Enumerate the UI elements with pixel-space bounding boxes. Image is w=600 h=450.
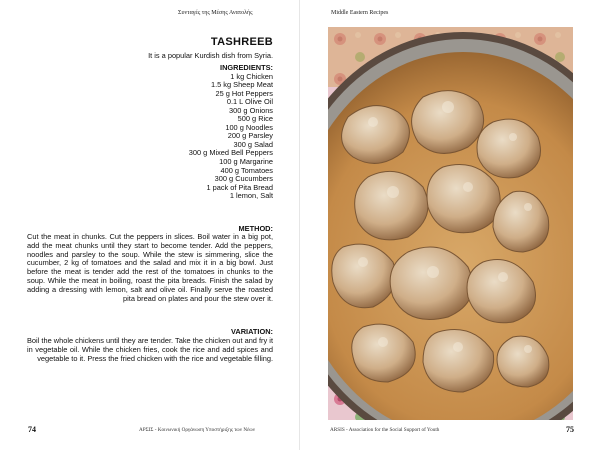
ingredient-item: 400 g Tomatoes — [220, 165, 273, 175]
page-number-left: 74 — [28, 425, 36, 434]
right-page — [300, 0, 600, 450]
ingredient-item: 25 g Hot Peppers — [215, 88, 273, 98]
stew-photo-icon — [328, 27, 573, 420]
ingredients-list — [189, 73, 273, 201]
ingredient-item: 100 g Margarine — [219, 156, 273, 166]
ingredient-item: 1 lemon, Salt — [229, 191, 273, 201]
ingredient-item: 300 g Onions — [229, 105, 273, 115]
page-number-right: 75 — [566, 425, 574, 434]
ingredient-item: 500 g Rice — [237, 114, 273, 124]
ingredient-item: 100 g Noodles — [225, 122, 273, 132]
recipe-intro: It is a popular Kurdish dish from Syria. — [148, 51, 273, 60]
ingredient-item: 200 g Parsley — [227, 131, 273, 141]
ingredient-item: 0.1 L Olive Oil — [226, 97, 273, 107]
running-head: Συνταγές της Μέσης Ανατολής — [178, 10, 253, 16]
method-text: Cut the meat in chunks. Cut the peppers in slices. Boil water in a big pot, add the meat chunks until they start to become tender. Add the peppers, noodles and parsley to the soup. While the stew is simmering, slice the cucumber, 2 kg of tomatoes and the salad and mix it in a big bowl. Just before the meat is tender add the rest of the tomatoes in chunks to the soup. While the meat in boiling, roast the pita breads. Finish the salad by adding a dressing with lemon, salt and olive oil. Finally serve the roasted pita bread on plates and pour the stew over it. — [27, 232, 273, 303]
footer-left: ΑΡΣΙΣ - Κοινωνική Οργάνωση Υποστήριξης των Νέων — [139, 427, 256, 433]
ingredients-heading: INGREDIENTS: — [220, 63, 273, 72]
ingredient-item: 300 g Mixed Bell Peppers — [188, 148, 273, 158]
running-head-right: Middle Eastern Recipes — [331, 10, 389, 16]
ingredient-item: 300 g Salad — [233, 139, 273, 149]
method-heading: METHOD: — [238, 224, 273, 233]
variation-heading: VARIATION: — [230, 327, 273, 336]
stew-photo — [328, 27, 573, 420]
ingredient-item: 300 g Cucumbers — [214, 174, 273, 184]
recipe-title: TASHREEB — [210, 36, 273, 48]
ingredient-item: 1.5 kg Sheep Meat — [210, 80, 273, 90]
ingredient-item: 1 kg Chicken — [230, 71, 273, 81]
variation-text: Boil the whole chickens until they are tender. Take the chicken out and fry it in vegetable oil. While the chicken fries, cook the rice and add spices and vegetable to it. Press the fried chicken with the rice and vegetable filling. — [27, 336, 273, 363]
ingredient-item: 1 pack of Pita Bread — [206, 182, 273, 192]
footer-right: ARSIS - Association for the Social Support of Youth — [330, 427, 440, 433]
